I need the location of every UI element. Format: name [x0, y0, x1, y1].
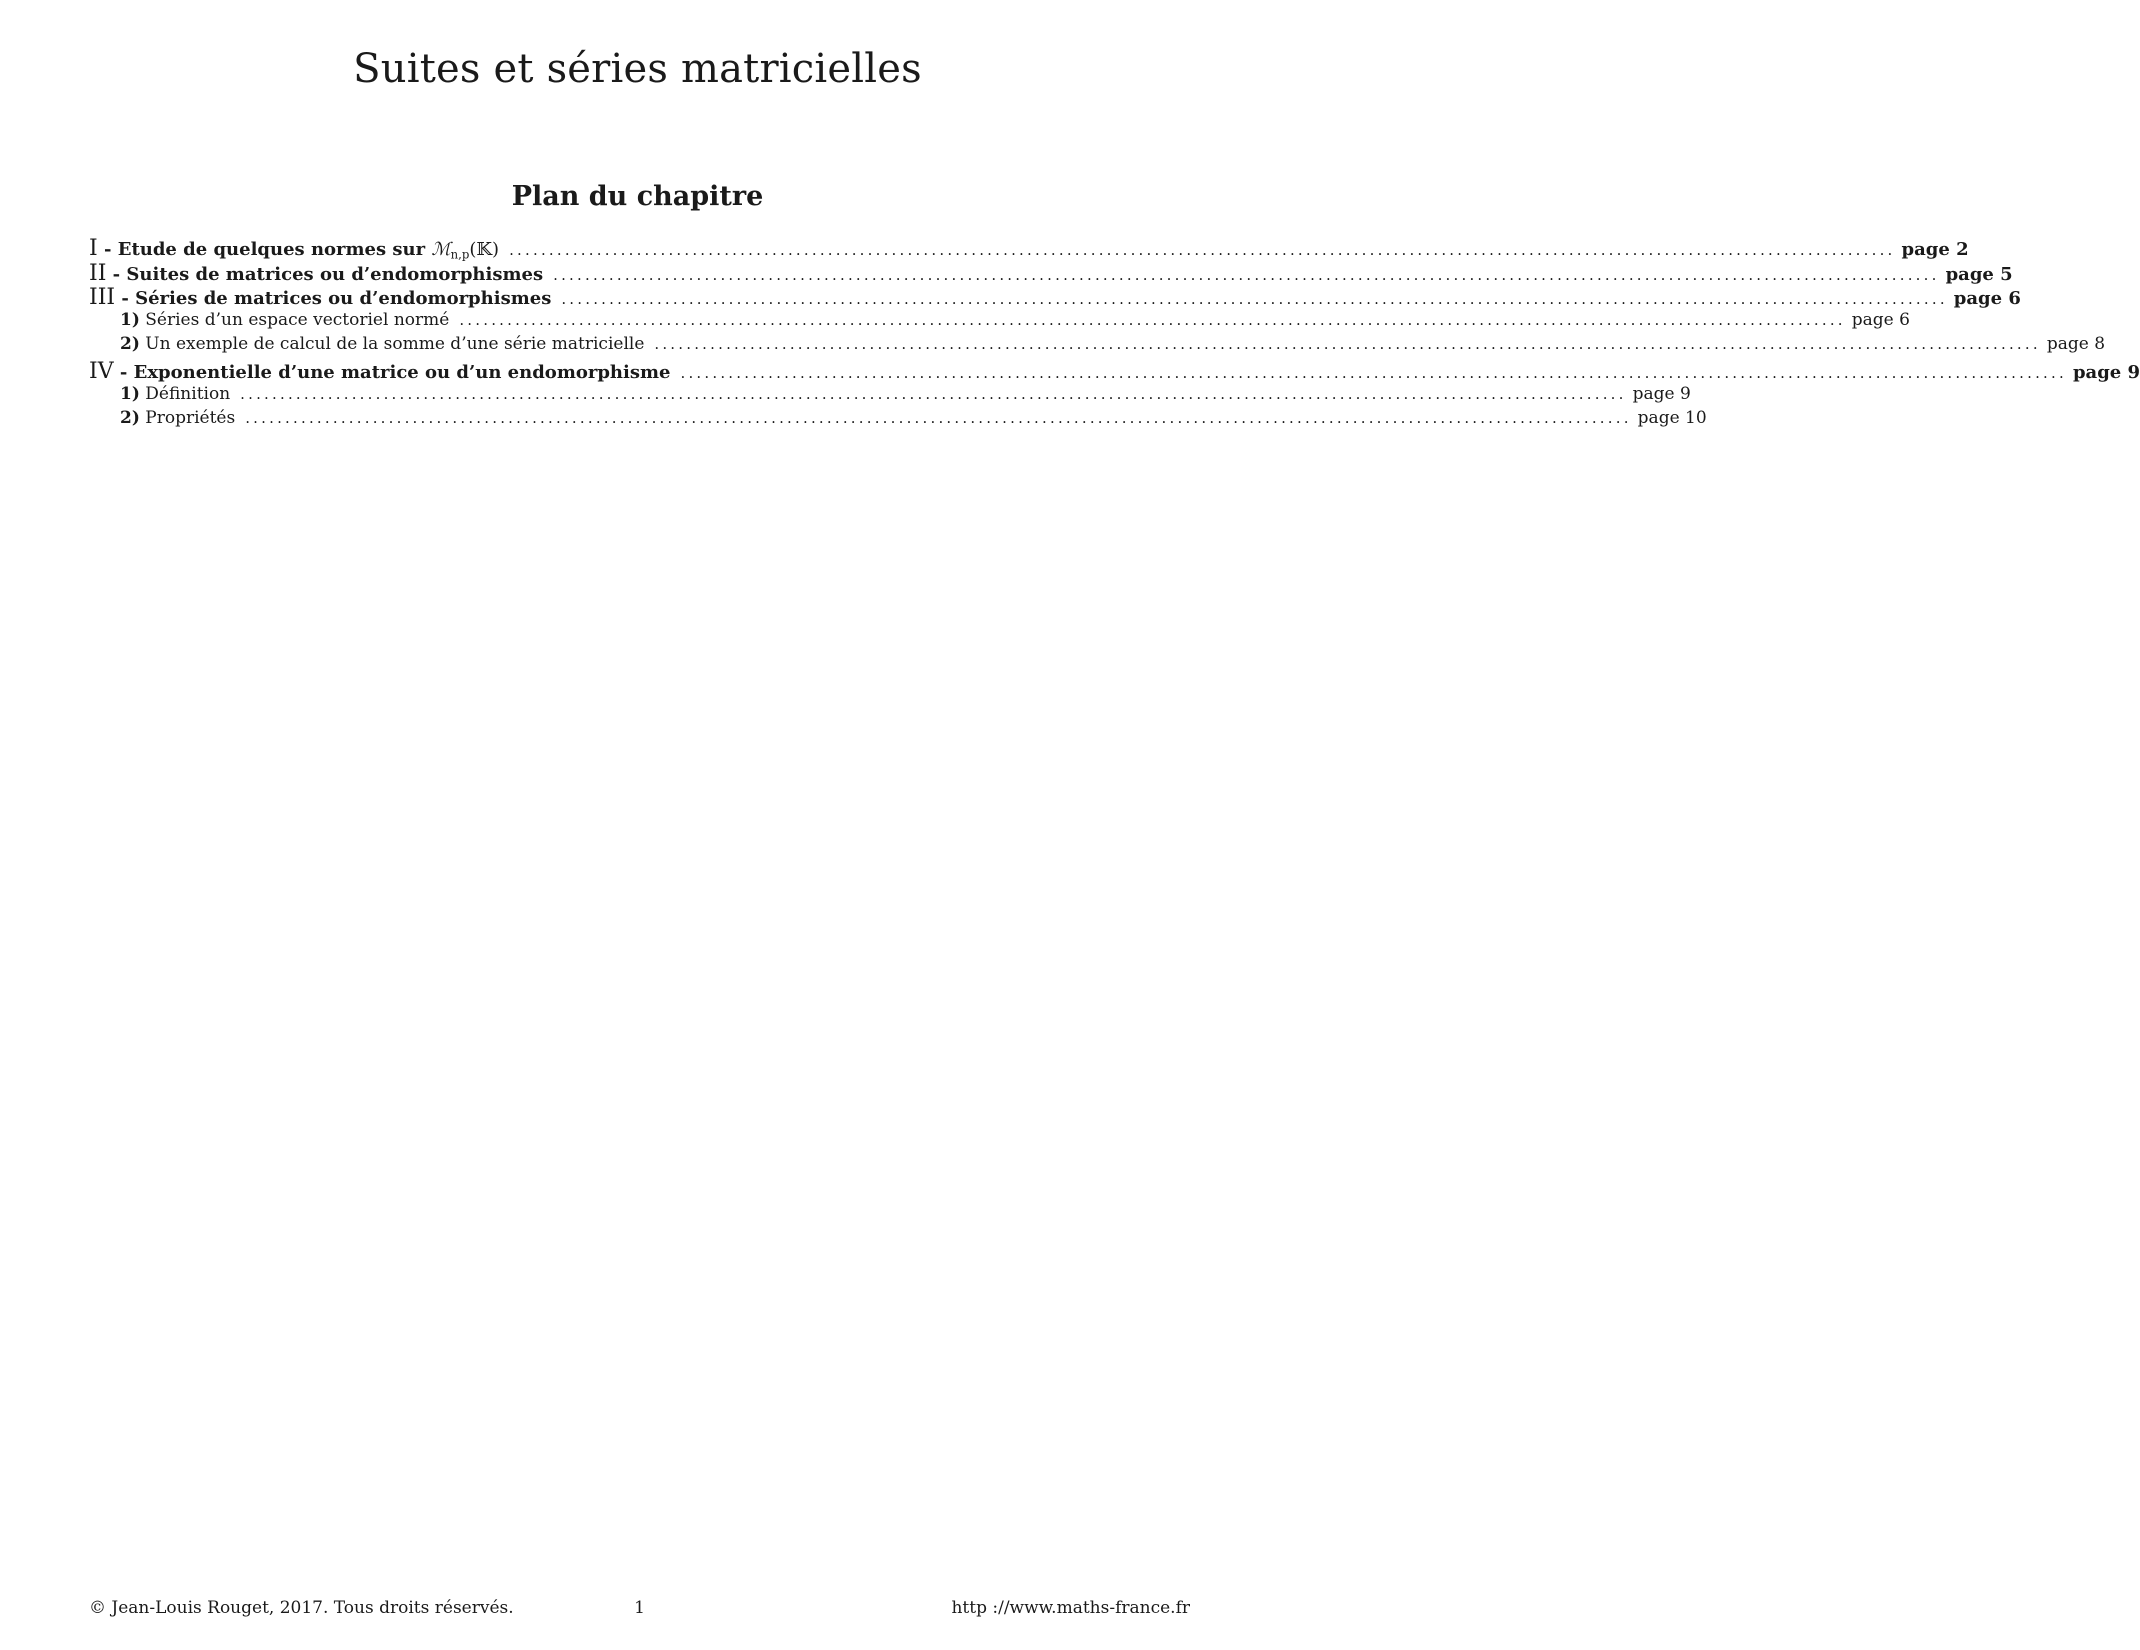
toc-entry-label: Séries d’un espace vectoriel normé: [145, 309, 450, 330]
toc-entry-label: Séries de matrices ou d’endomorphismes: [135, 288, 552, 310]
toc-entry-number: II: [89, 260, 107, 286]
dot-leader: ..............................................................................................................................................................................: [680, 363, 2067, 382]
dot-leader: ..............................................................................................................................................................................: [654, 335, 2041, 354]
toc-entry-label-text: Etude de quelques normes sur: [117, 239, 432, 260]
toc-entry-label: [118, 239, 499, 262]
footer-url-link[interactable]: http ://www.maths-france.fr: [951, 1598, 1190, 1618]
matrix-space-symbol: ℳ$_{n,p}$: [431, 239, 470, 262]
footer-copyright: © Jean-Louis Rouget, 2017. Tous droits réservés.: [89, 1598, 514, 1618]
toc-entry[interactable]: [89, 285, 2021, 311]
toc-entry-number: I: [89, 236, 98, 261]
dot-leader: ..............................................................................................................................................................................: [509, 241, 1896, 259]
page-footer: [89, 1598, 1190, 1622]
toc-entry[interactable]: [89, 260, 2013, 286]
toc-subentry[interactable]: [89, 334, 2106, 359]
toc-entry-separator: -: [115, 288, 136, 310]
toc-entry-page: page 9: [2072, 361, 2140, 383]
toc-entry-page: page 6: [1953, 288, 2021, 310]
toc-entry-label: Suites de matrices ou d’endomorphismes: [126, 263, 544, 285]
toc-entry-label: Propriétés: [145, 408, 236, 429]
toc-entry-page: page 9: [1632, 383, 1691, 404]
toc-entry-number: III: [89, 285, 116, 311]
toc-entry-separator: -: [106, 263, 127, 285]
toc-subentry[interactable]: [89, 309, 1910, 335]
toc-entry-label: Définition: [145, 383, 231, 404]
toc-entry[interactable]: [89, 236, 1969, 262]
document-title: Suites et séries matricielles: [353, 46, 922, 92]
toc-entry-number: 2): [120, 334, 140, 355]
toc-entry-page: page 8: [2046, 334, 2106, 355]
dot-leader: ..............................................................................................................................................................................: [459, 310, 1846, 329]
table-of-contents: [89, 236, 2140, 433]
toc-entry-number: IV: [89, 358, 114, 384]
dot-leader: ..............................................................................................................................................................................: [245, 409, 1632, 428]
toc-entry-page: page 5: [1945, 263, 2013, 285]
toc-entry-separator: -: [97, 239, 118, 260]
toc-entry-label: Un exemple de calcul de la somme d’une série matricielle: [145, 334, 645, 355]
toc-entry-label: Exponentielle d’une matrice ou d’un endomorphisme: [133, 361, 671, 383]
plan-heading: Plan du chapitre: [511, 181, 764, 212]
toc-entry-page: page 6: [1851, 309, 1910, 330]
toc-entry-number: 1): [120, 383, 140, 404]
dot-leader: ..............................................................................................................................................................................: [553, 265, 1940, 284]
footer-page-number: 1: [634, 1598, 645, 1618]
toc-subentry[interactable]: [89, 408, 1707, 433]
toc-entry-number: 1): [120, 309, 140, 330]
toc-entry-page: page 2: [1901, 239, 1969, 260]
toc-subentry[interactable]: [89, 383, 1691, 409]
dot-leader: ..............................................................................................................................................................................: [561, 290, 1948, 309]
dot-leader: ..............................................................................................................................................................................: [240, 384, 1627, 403]
toc-entry-separator: -: [113, 361, 134, 383]
toc-entry-page: page 10: [1637, 408, 1707, 429]
toc-entry-number: 2): [120, 408, 140, 429]
field-symbol: (𝕂): [469, 239, 500, 260]
toc-entry[interactable]: [89, 358, 2140, 384]
